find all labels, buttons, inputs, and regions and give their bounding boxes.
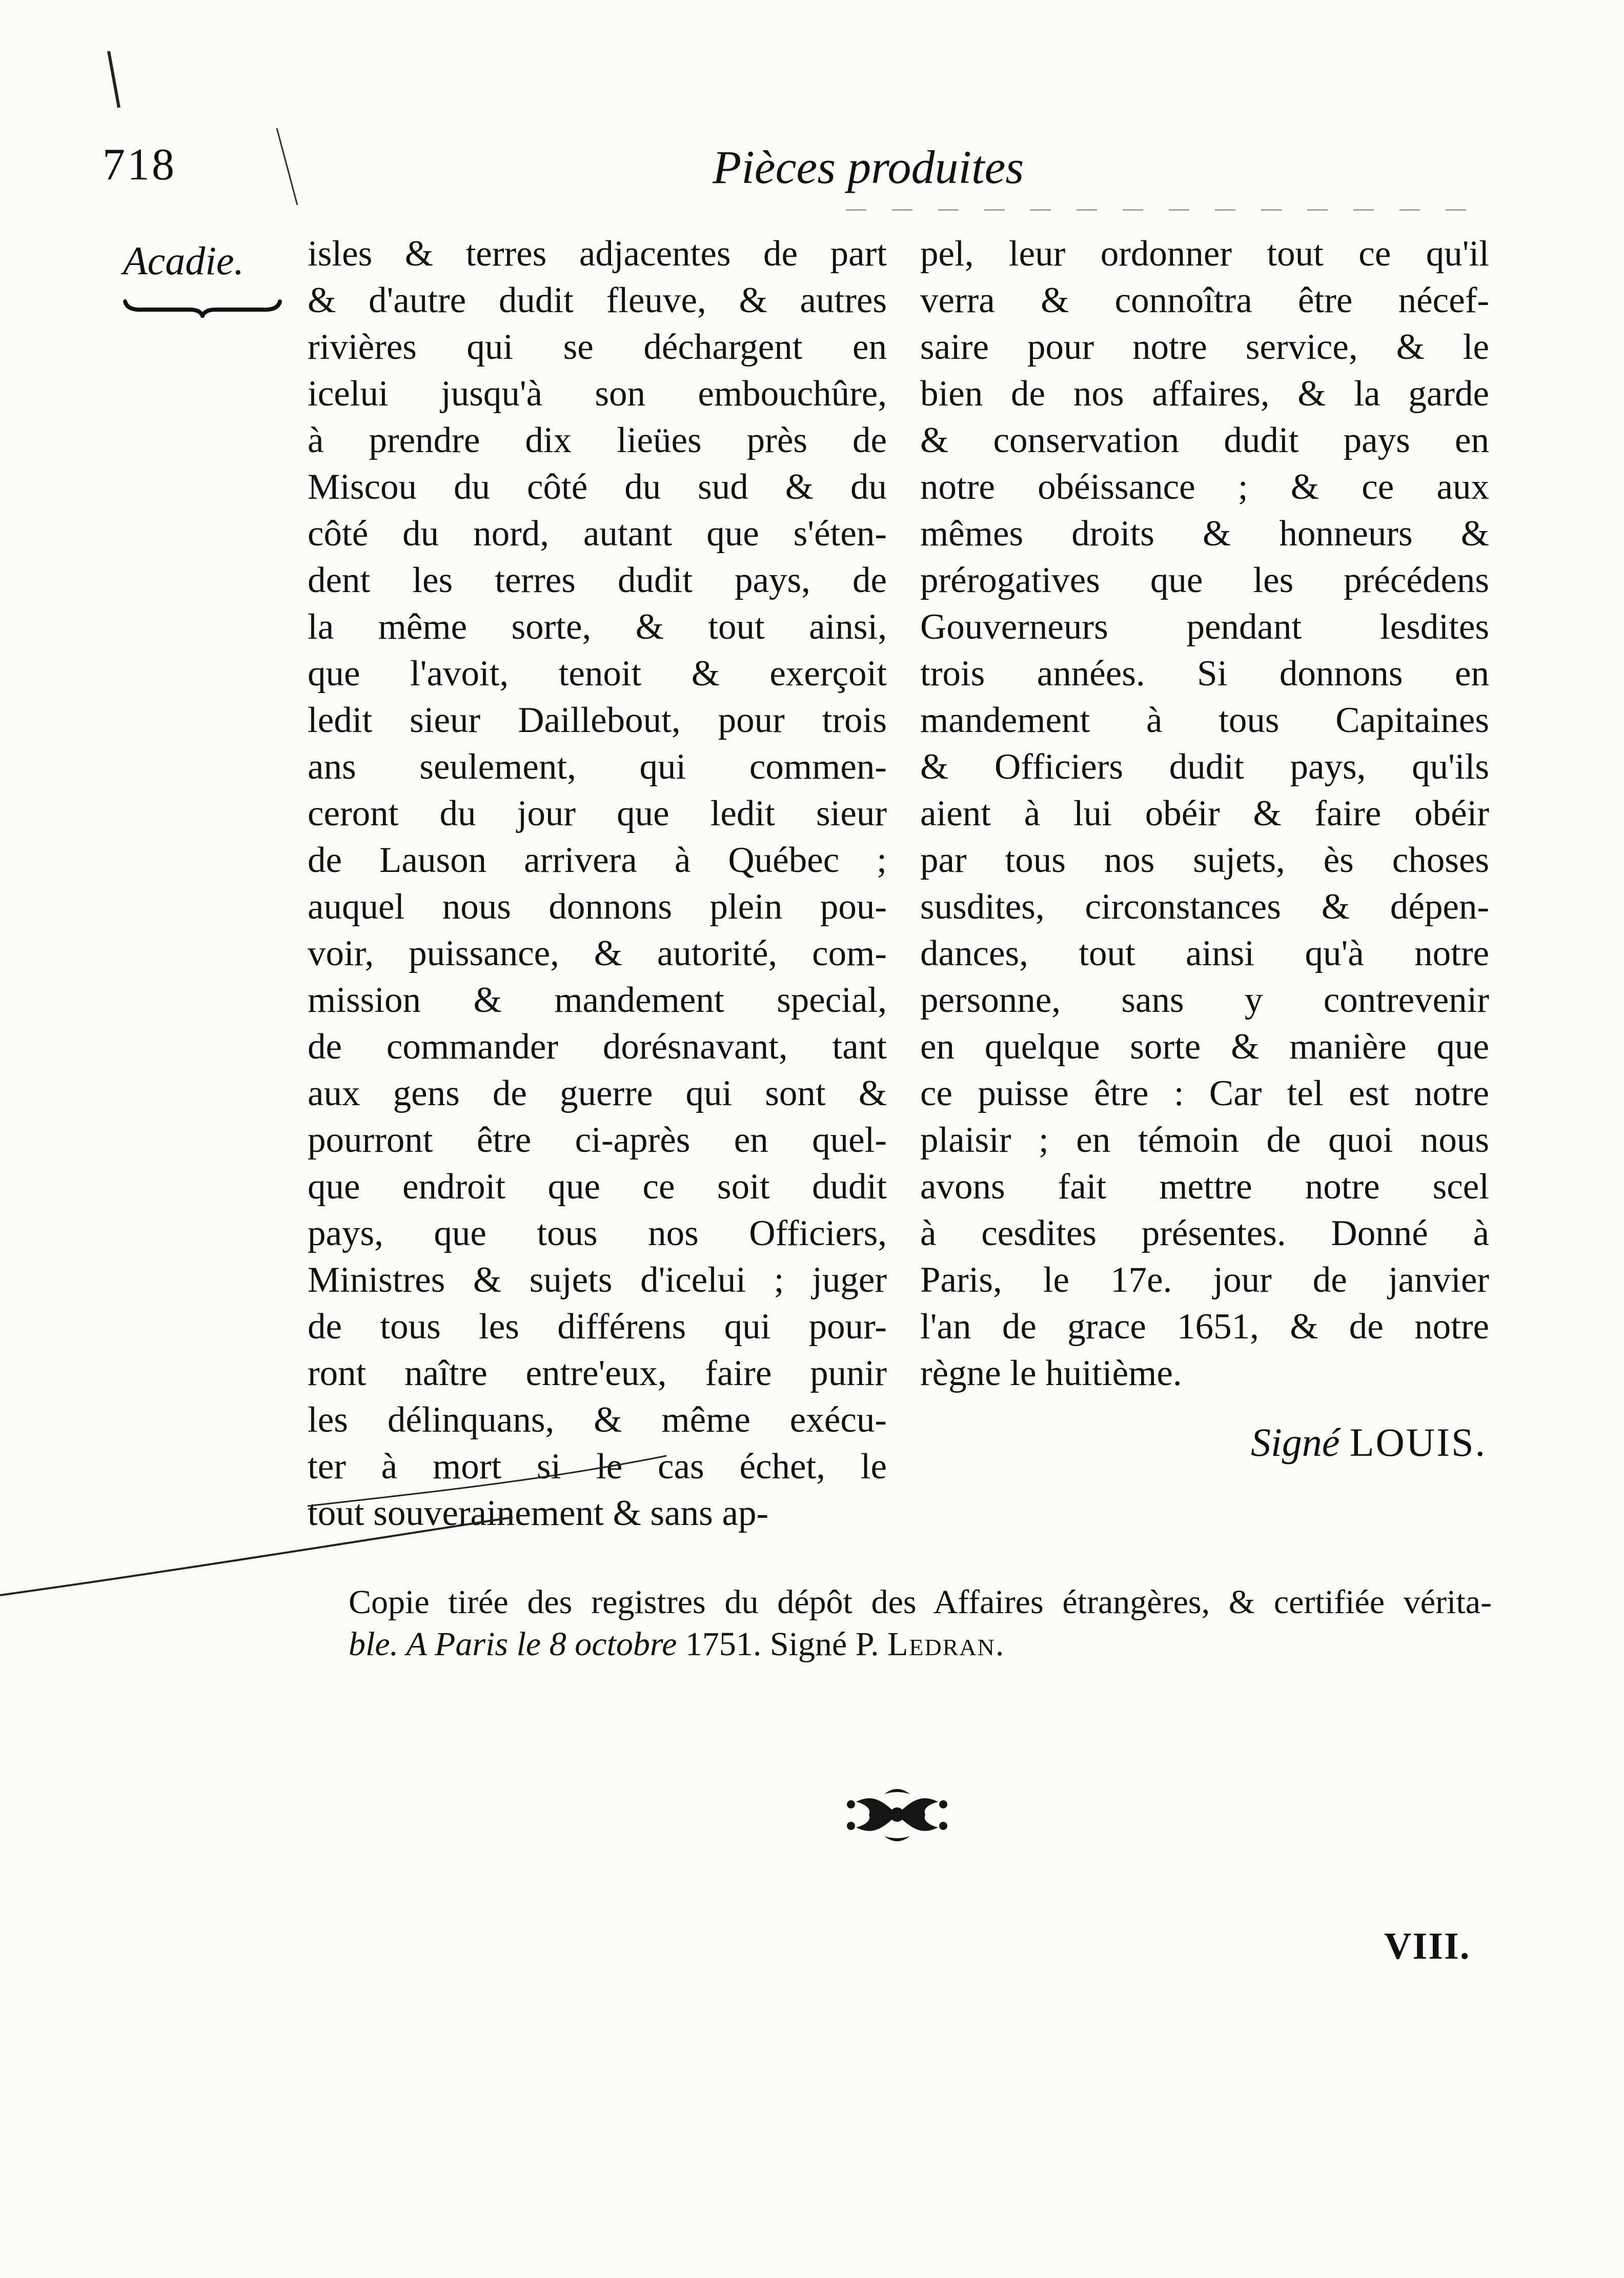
- text-line: dent les terres dudit pays, de: [308, 560, 887, 600]
- header-rule: [846, 209, 1487, 211]
- text-line: rivières qui se déchargent en: [308, 327, 887, 367]
- running-title: Pièces produites: [713, 141, 1024, 193]
- text-line: pays, que tous nos Officiers,: [308, 1213, 887, 1253]
- text-line: que endroit que ce soit dudit: [308, 1167, 887, 1207]
- text-line: saire pour notre service, & le: [920, 327, 1489, 367]
- text-line: isles & terres adjacentes de part: [308, 234, 887, 274]
- certification-line: [349, 1623, 1492, 1665]
- text-line: mission & mandement special,: [308, 980, 887, 1020]
- text-line: verra & connoîtra être nécef-: [920, 280, 1489, 320]
- text-line: pel, leur ordonner tout ce qu'il: [920, 234, 1489, 274]
- text-line: à prendre dix lieües près de: [308, 420, 887, 460]
- text-line: de commander dorésnavant, tant: [308, 1027, 887, 1067]
- text-line: & d'autre dudit fleuve, & autres: [308, 280, 887, 320]
- certification-year: 1751.: [685, 1625, 762, 1663]
- text-line: plaisir ; en témoin de quoi nous: [920, 1120, 1489, 1160]
- certification-place-date: ble. A Paris le 8 octobre: [349, 1625, 677, 1663]
- text-line: prérogatives que les précédens: [920, 560, 1489, 600]
- certification-note: [349, 1581, 1492, 1665]
- text-line: que l'avoit, tenoit & exerçoit: [308, 654, 887, 694]
- text-line: ledit sieur Daillebout, pour trois: [308, 700, 887, 740]
- text-line: à cesdites présentes. Donné à: [920, 1213, 1489, 1253]
- text-line: tout souverainement & sans ap-: [308, 1493, 769, 1533]
- text-line: dances, tout ainsi qu'à notre: [920, 933, 1489, 973]
- text-line: par tous nos sujets, ès choses: [920, 840, 1489, 880]
- text-line: Ministres & sujets d'icelui ; juger: [308, 1260, 887, 1300]
- text-line: de Lauson arrivera à Québec ;: [308, 840, 887, 880]
- text-line: notre obéissance ; & ce aux: [920, 467, 1489, 507]
- text-line: Paris, le 17e. jour de janvier: [920, 1260, 1489, 1300]
- text-line: voir, puissance, & autorité, com-: [308, 933, 887, 973]
- text-line: aient à lui obéir & faire obéir: [920, 794, 1489, 833]
- text-line: ter à mort si le cas échet, le: [308, 1447, 887, 1487]
- text-line: auquel nous donnons plein pou-: [308, 887, 887, 927]
- signature: [1179, 1420, 1487, 1465]
- text-line: icelui jusqu'à son embouchûre,: [308, 374, 887, 414]
- text-line: mandement à tous Capitaines: [920, 700, 1489, 740]
- text-line: & conservation dudit pays en: [920, 420, 1489, 460]
- text-line: susdites, circonstances & dépen-: [920, 887, 1489, 927]
- text-line: ce puisse être : Car tel est notre: [920, 1073, 1489, 1113]
- text-line: ans seulement, qui commen-: [308, 747, 887, 787]
- text-line: l'an de grace 1651, & de notre: [920, 1307, 1489, 1347]
- certification-signed: Signé P.: [769, 1625, 879, 1663]
- right-column: [920, 231, 1489, 1397]
- margin-note: Acadie.: [123, 238, 245, 283]
- certification-line: Copie tirée des registres du dépôt des Affaires étrangères, & certifiée vérita-: [349, 1583, 1492, 1621]
- text-line: côté du nord, autant que s'éten-: [308, 514, 887, 554]
- page-number: 718: [103, 140, 176, 190]
- text-line: trois années. Si donnons en: [920, 654, 1489, 694]
- text-line: la même sorte, & tout ainsi,: [308, 607, 887, 647]
- text-line: Miscou du côté du sud & du: [308, 467, 887, 507]
- text-line: aux gens de guerre qui sont &: [308, 1073, 887, 1113]
- text-line: avons fait mettre notre scel: [920, 1167, 1489, 1207]
- signature-name: LOUIS.: [1349, 1420, 1487, 1465]
- text-line: & Officiers dudit pays, qu'ils: [920, 747, 1489, 787]
- text-line: en quelque sorte & manière que: [920, 1027, 1489, 1067]
- text-line: ront naître entre'eux, faire punir: [308, 1353, 887, 1393]
- catchword: VIII.: [1384, 1925, 1471, 1967]
- text-line: pourront être ci-après en quel-: [308, 1120, 887, 1160]
- text-line: bien de nos affaires, & la garde: [920, 374, 1489, 414]
- text-line: personne, sans y contrevenir: [920, 980, 1489, 1020]
- left-column: [308, 231, 887, 1537]
- signature-prefix: Signé: [1251, 1420, 1340, 1465]
- margin-brace: [123, 297, 282, 318]
- text-line: les délinquans, & même exécu-: [308, 1400, 887, 1440]
- text-line: mêmes droits & honneurs &: [920, 514, 1489, 554]
- text-line: de tous les différens qui pour-: [308, 1307, 887, 1347]
- text-line: ceront du jour que ledit sieur: [308, 794, 887, 833]
- fleuron-ornament: [841, 1779, 953, 1850]
- certification-name: Ledran.: [887, 1625, 1005, 1663]
- text-line: règne le huitième.: [920, 1353, 1182, 1393]
- text-line: Gouverneurs pendant lesdites: [920, 607, 1489, 647]
